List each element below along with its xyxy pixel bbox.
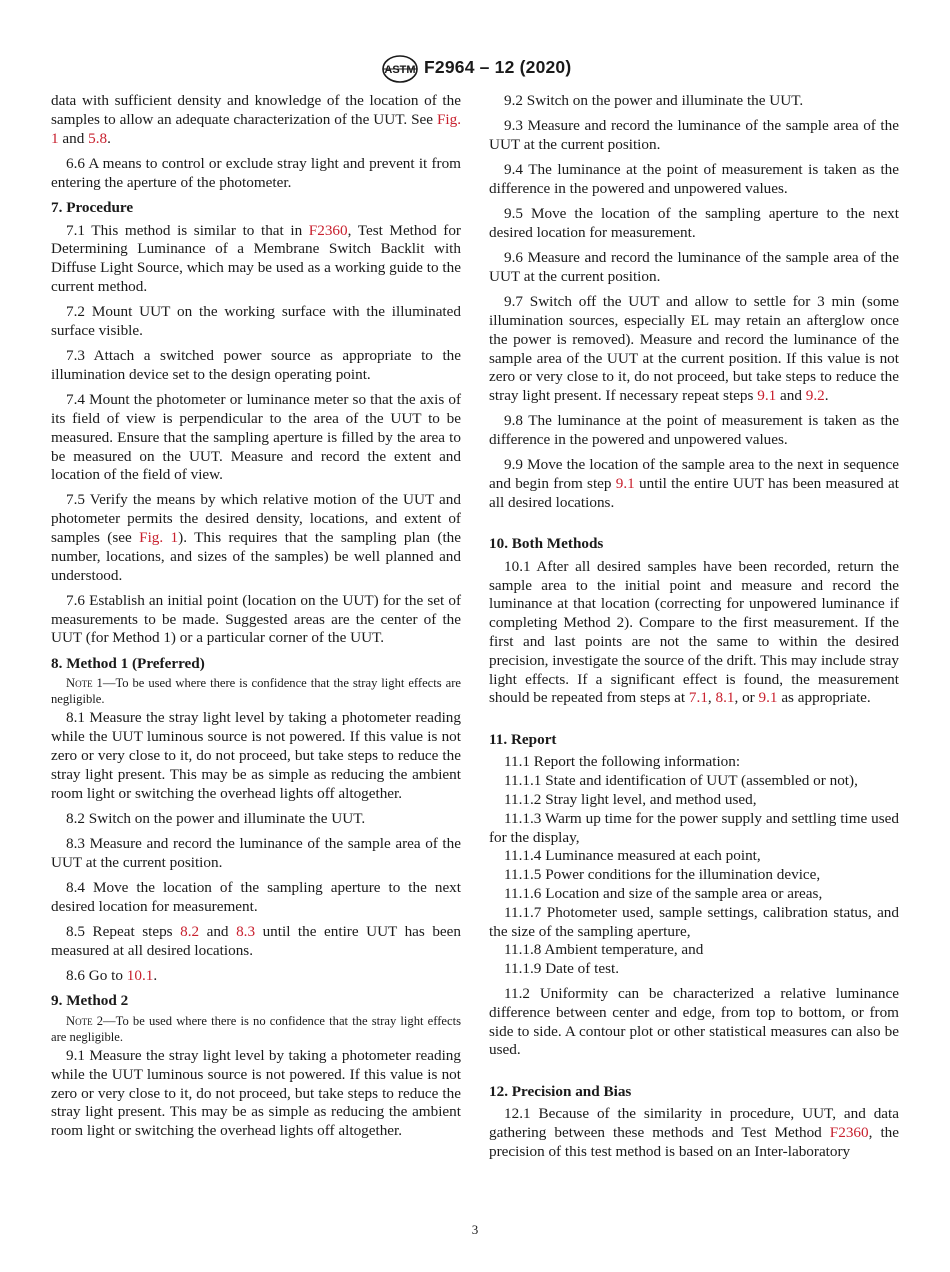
paragraph-8-4: 8.4 Move the location of the sampling aperture to the next desired location for measurement. (51, 878, 461, 915)
paragraph-11-1-5: 11.1.5 Power conditions for the illumination device, (504, 866, 821, 884)
step-8-1-link[interactable]: 8.1 (715, 689, 735, 707)
paragraph-7-5: 7.5 Verify the means by which relative motion of the UUT and photometer permits the desired density, locations, and extent of samples (see Fig. 1). This requires that the sampling plan (the number, locations, and sizes of the samples) be well planned and understood. (51, 491, 461, 584)
paragraph-9-2: 9.2 Switch on the power and illuminate the UUT. (504, 92, 804, 109)
step-9-2-link[interactable]: 9.2 (805, 387, 825, 405)
paragraph-11-1-9: 11.1.9 Date of test. (504, 960, 620, 978)
paragraph-9-3: 9.3 Measure and record the luminance of the sample area of the UUT at the current position. (489, 117, 899, 153)
fig-1-link[interactable]: Fig. 1 (51, 110, 461, 147)
logo-text: ASTM (384, 64, 416, 76)
paragraph-9-9: 9.9 Move the location of the sample area to the next in sequence and begin from step 9.1 until the entire UUT has been measured at all desired locations. (489, 456, 899, 511)
section-12-heading: 12. Precision and Bias (489, 1082, 632, 1100)
paragraph-8-5: 8.5 Repeat steps 8.2 and 8.3 until the entire UUT has been measured at all desired locations. (51, 922, 462, 959)
step-9-1-link[interactable]: 9.1 (758, 689, 778, 707)
astm-logo-icon (380, 54, 420, 84)
paragraph-7-3: 7.3 Attach a switched power source as appropriate to the illumination device set to the design operating point. (51, 347, 461, 383)
paragraph-9-1: 9.1 Measure the stray light level by taking a photometer reading while the UUT luminous source is not powered. If this value is not zero or very close to it, do not proceed, but take steps to reduce the stray light present. This may be as simple as reducing the ambient room light or switching the overhead lights off altogether. (51, 1046, 461, 1140)
fig-1-link[interactable]: Fig. 1 (139, 529, 179, 547)
paragraph-11-1-1: 11.1.1 State and identification of UUT (assembled or not), (504, 772, 858, 790)
paragraph-8-1: 8.1 Measure the stray light level by taking a photometer reading while the UUT luminous source is not powered. If this value is not zero or very close to it, do not proceed, but take steps to reduce the stray light present. This may be as simple as reducing the ambient room light or switching the overhead lights off altogether. (51, 709, 461, 802)
paragraph-8-2: 8.2 Switch on the power and illuminate the UUT. (66, 809, 366, 827)
step-8-2-link[interactable]: 8.2 (180, 922, 200, 940)
section-9-heading: 9. Method 2 (51, 992, 129, 1010)
note-1: Note 1—To be used where there is confidence that the stray light effects are negligible. (51, 676, 461, 707)
section-5-8-link[interactable]: 5.8 (88, 129, 108, 147)
paragraph-7-4: 7.4 Mount the photometer or luminance meter so that the axis of its field of view is perpendicular to the area of the UUT to be measured. Ensure that the sampling aperture is filled by the area to be measured on the UUT. Measure and record the extent and location of the field of view. (51, 391, 461, 484)
paragraph-11-1-7: 11.1.7 Photometer used, sample settings, calibration status, and the size of the sampling aperture, (489, 903, 899, 940)
f2360-link[interactable]: F2360 (308, 221, 348, 239)
paragraph-7-1: 7.1 This method is similar to that in F2360, Test Method for Determining Luminance of a Membrane Switch Backlit with Diffuse Light Source, which may be used as a working guide to the current method. (51, 221, 461, 295)
step-10-1-link[interactable]: 10.1 (126, 966, 154, 984)
note-2: Note 2—To be used where there is no confidence that the stray light effects are negligible. (51, 1013, 461, 1044)
step-7-1-link[interactable]: 7.1 (688, 689, 708, 707)
paragraph-9-4: 9.4 The luminance at the point of measurement is taken as the difference in the powered and unpowered values. (489, 161, 899, 197)
section-8-heading: 8. Method 1 (Preferred) (51, 654, 205, 672)
paragraph-11-1-2: 11.1.2 Stray light level, and method used, (504, 791, 757, 809)
paragraph-6-6: 6.6 A means to control or exclude stray light and prevent it from entering the aperture of the photometer. (51, 154, 461, 191)
paragraph-11-1-6: 11.1.6 Location and size of the sample area or areas, (504, 885, 823, 902)
paragraph-8-6: 8.6 Go to 10.1. (66, 966, 158, 984)
paragraph-8-3: 8.3 Measure and record the luminance of the sample area of the UUT at the current position. (51, 835, 461, 871)
left-column (51, 92, 461, 1147)
f2360-link[interactable]: F2360 (829, 1124, 869, 1142)
paragraph-12-1: 12.1 Because of the similarity in procedure, UUT, and data gathering between these methods and Test Method F2360, the precision of this test method is based on an Inter-laboratory (489, 1105, 900, 1160)
paragraph-11-2: 11.2 Uniformity can be characterized a relative luminance difference between center and edge, from top to bottom, or from side to side. A contour plot or other statistical measures can also be used. (489, 984, 899, 1059)
page-number: 3 (471, 1222, 479, 1237)
paragraph-9-6: 9.6 Measure and record the luminance of the sample area of the UUT at the current position. (489, 249, 899, 285)
step-8-3-link[interactable]: 8.3 (236, 922, 256, 940)
paragraph-9-5: 9.5 Move the location of the sampling aperture to the next desired location for measurement. (489, 205, 899, 241)
step-9-1-link[interactable]: 9.1 (757, 387, 777, 405)
paragraph-6-5-continuation: data with sufficient density and knowledge of the location of the samples to allow an adequate characterization of the UUT. See Fig. 1 and 5.8. (51, 92, 461, 147)
section-11-heading: 11. Report (489, 730, 557, 748)
page-header (0, 54, 950, 84)
paragraph-11-1-8: 11.1.8 Ambient temperature, and (504, 941, 704, 959)
section-10-heading: 10. Both Methods (489, 535, 604, 553)
paragraph-9-8: 9.8 The luminance at the point of measurement is taken as the difference in the powered and unpowered values. (489, 412, 899, 449)
paragraph-11-1-4: 11.1.4 Luminance measured at each point, (504, 847, 761, 865)
paragraph-11-1-3: 11.1.3 Warm up time for the power supply and settling time used for the display, (489, 809, 899, 846)
paragraph-10-1: 10.1 After all desired samples have been recorded, return the sample area to the initial point and measure and record the luminance at that location (correcting for unpowered luminance if completing Method 2). Compare to the first measurement. If the first and last points are not the same to within the desired precision, investigate the source of the drift. This may include stray light effects. If a significant effect is found, the measurement should be repeated from steps at 7.1, 8.1, or 9.1 as appropriate. (489, 557, 899, 707)
paragraph-11-1: 11.1 Report the following information: (504, 753, 741, 771)
right-column (489, 92, 899, 1168)
document-designation: F2964 – 12 (2020) (424, 57, 572, 77)
section-7-heading: 7. Procedure (51, 198, 134, 216)
paragraph-7-2: 7.2 Mount UUT on the working surface with the illuminated surface visible. (51, 303, 461, 339)
paragraph-7-6: 7.6 Establish an initial point (location on the UUT) for the set of measurements to be made. Suggested areas are the center of the UUT (for Method 1) or a particular corner of the UUT. (51, 591, 461, 647)
step-9-1-link[interactable]: 9.1 (615, 475, 635, 493)
paragraph-9-7: 9.7 Switch off the UUT and allow to settle for 3 min (some illumination sources, especially EL may retain an afterglow once the power is removed). Measure and record the luminance of the sample area of the UUT at the current position. If this value is not zero or very close to it, do not proceed, but take steps to reduce the stray light present. If necessary repeat steps 9.1 and 9.2. (489, 293, 899, 405)
